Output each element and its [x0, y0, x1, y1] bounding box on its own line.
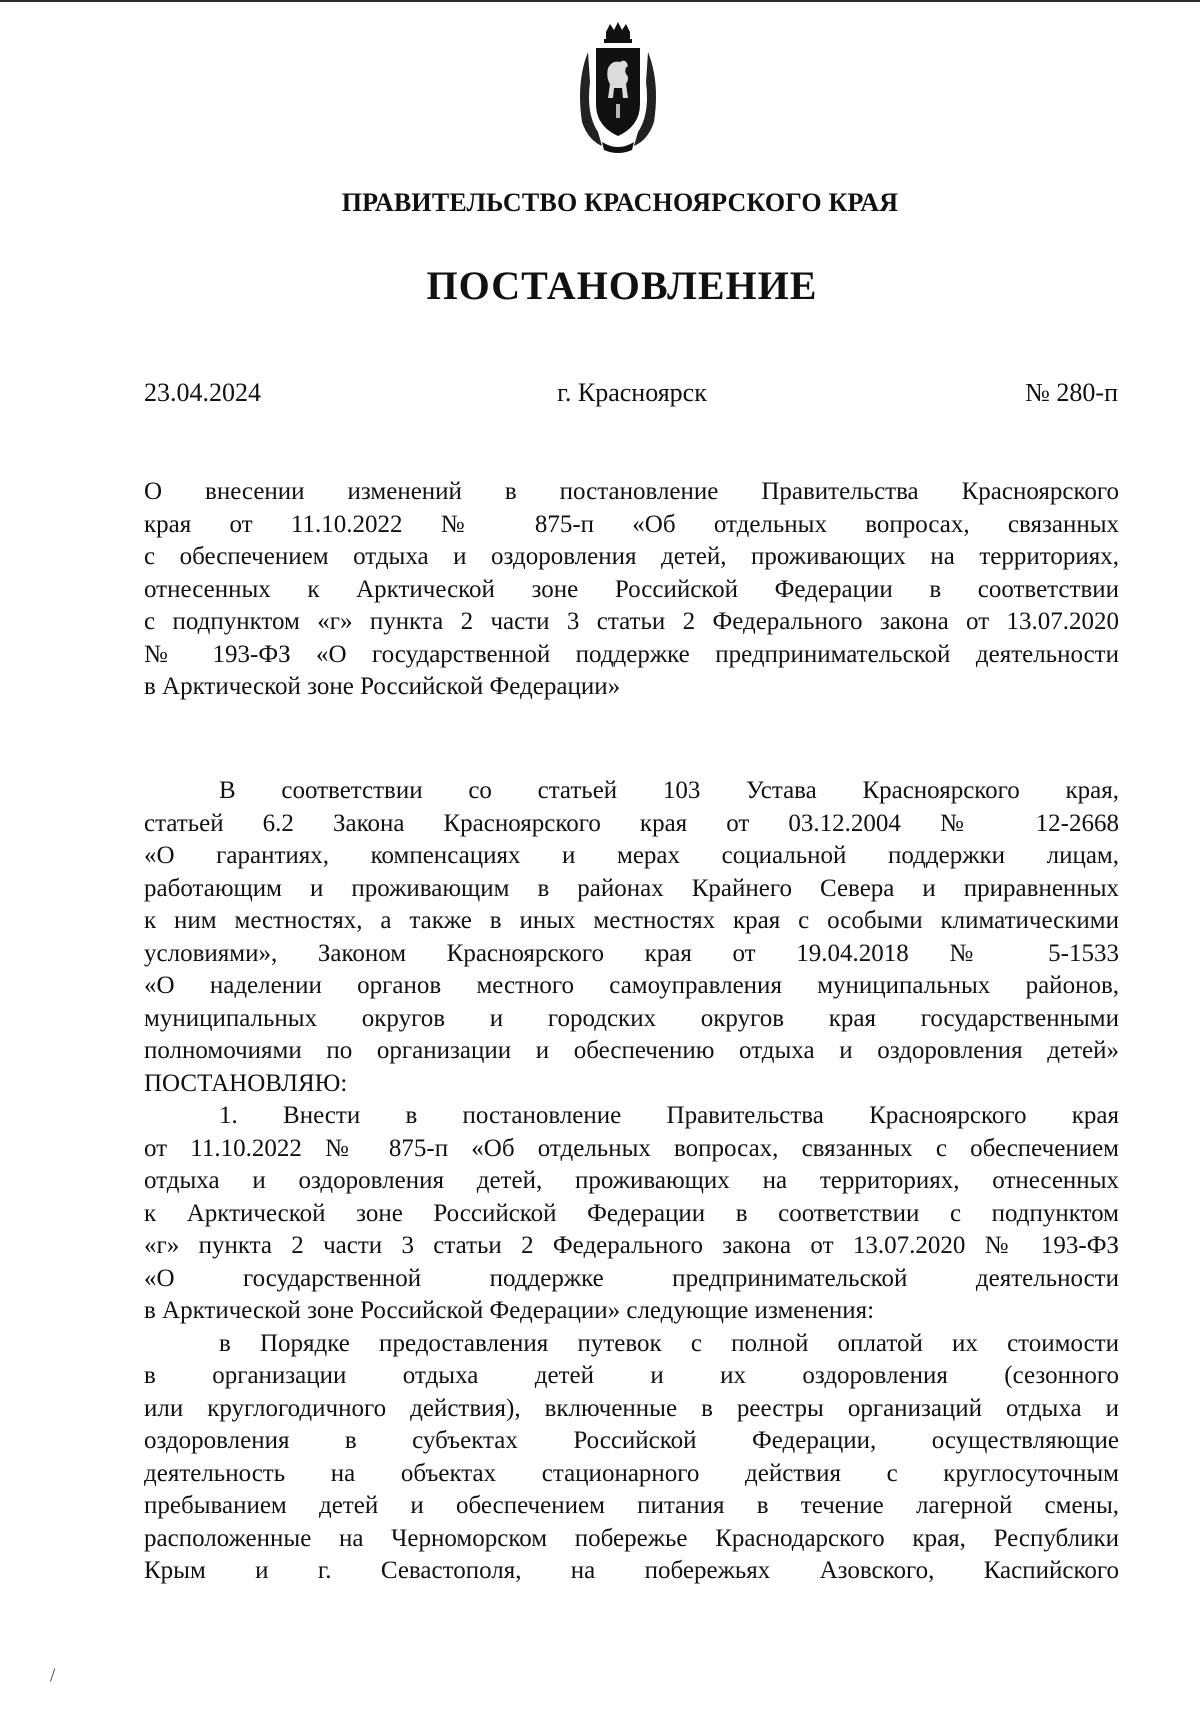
- title-line: в Арктической зоне Российской Федерации»: [144, 673, 621, 700]
- document-city: г. Красноярск: [557, 378, 707, 407]
- scan-artifact-mark: [50, 1668, 61, 1683]
- resolves-keyword: ПОСТАНОВЛЯЮ:: [144, 1069, 348, 1097]
- title-line: края от 11.10.2022 № 875-п «Об отдельных вопросах, связанных: [144, 510, 1119, 538]
- body-line: «г» пункта 2 части 3 статьи 2 Федерального закона от 13.07.2020 № 193-ФЗ: [144, 1232, 1119, 1259]
- body-line: в Порядке предоставления путевок с полной оплатой их стоимости: [219, 1329, 1119, 1357]
- body-line: условиями», Законом Красноярского края от 19.04.2018 № 5-1533: [144, 939, 1119, 967]
- body-line: деятельность на объектах стационарного действия с круглосуточным: [144, 1459, 1119, 1487]
- body-line: пребыванием детей и обеспечением питания в течение лагерной смены,: [144, 1492, 1119, 1519]
- body-line: «О государственной поддержке предпринимательской деятельности: [144, 1264, 1119, 1292]
- document-type-heading: ПОСТАНОВЛЕНИЕ: [426, 263, 818, 308]
- body-line: оздоровления в субъектах Российской Федерации, осуществляющие: [144, 1427, 1119, 1454]
- resolution-title-block: [144, 476, 1119, 704]
- body-line: «О наделении органов местного самоуправления муниципальных районов,: [144, 972, 1119, 999]
- body-line: или круглогодичного действия), включенные в реестры организаций отдыха и: [144, 1394, 1119, 1422]
- body-line: отдыха и оздоровления детей, проживающих на территориях, отнесенных: [144, 1167, 1119, 1194]
- title-line: № 193-ФЗ «О государственной поддержке предпринимательской деятельности: [144, 640, 1119, 668]
- body-line: Крым и г. Севастополя, на побережьях Азовского, Каспийского: [144, 1557, 1119, 1584]
- clause-1-line: 1. Внести в постановление Правительства Красноярского края: [219, 1102, 1119, 1129]
- organization-title: ПРАВИТЕЛЬСТВО КРАСНОЯРСКОГО КРАЯ: [341, 188, 899, 217]
- title-line: отнесенных к Арктической зоне Российской Федерации в соответствии: [144, 575, 1119, 603]
- coat-of-arms-icon: [568, 22, 668, 154]
- body-line: статьей 6.2 Закона Красноярского края от 03.12.2004 № 12-2668: [144, 809, 1119, 837]
- body-line: «О гарантиях, компенсациях и мерах социальной поддержки лицам,: [144, 842, 1119, 869]
- body-line: муниципальных округов и городских округов края государственными: [144, 1004, 1119, 1032]
- title-line: О внесении изменений в постановление Правительства Красноярского: [144, 478, 1119, 505]
- body-line: расположенные на Черноморском побережье Краснодарского края, Республики: [144, 1524, 1119, 1552]
- document-number: № 280-п: [1025, 378, 1118, 407]
- scan-top-edge: [0, 0, 1200, 2]
- body-line: от 11.10.2022 № 875-п «Об отдельных вопросах, связанных с обеспечением: [144, 1134, 1119, 1162]
- title-line: с обеспечением отдыха и оздоровления детей, проживающих на территориях,: [144, 543, 1119, 570]
- resolution-body: [144, 775, 1119, 1588]
- body-line: к Арктической зоне Российской Федерации в соответствии с подпунктом: [144, 1199, 1119, 1227]
- body-line: в организации отдыха детей и их оздоровления (сезонного: [144, 1362, 1119, 1389]
- body-line: полномочиями по организации и обеспечению отдыха и оздоровления детей»: [144, 1037, 1119, 1064]
- title-line: с подпунктом «г» пункта 2 части 3 статьи 2 Федерального закона от 13.07.2020: [144, 608, 1119, 635]
- body-line: В соответствии со статьей 103 Устава Красноярского края,: [219, 777, 1119, 804]
- body-line: работающим и проживающим в районах Крайнего Севера и приравненных: [144, 874, 1119, 902]
- body-line: к ним местностях, а также в иных местностях края с особыми климатическими: [144, 907, 1119, 934]
- body-line: в Арктической зоне Российской Федерации» следующие изменения:: [144, 1297, 875, 1324]
- document-date: 23.04.2024: [144, 378, 261, 407]
